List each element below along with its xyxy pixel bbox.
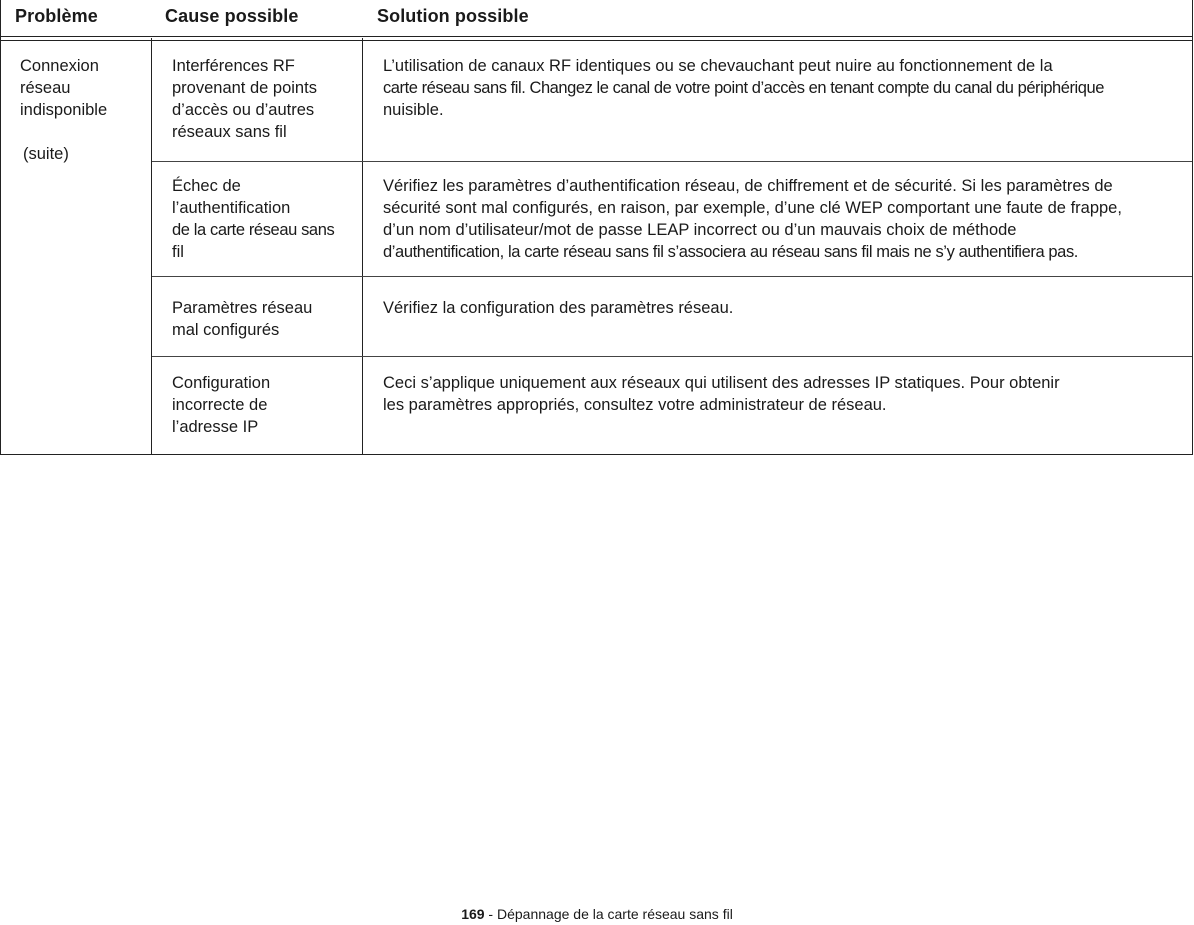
- header-divider-bottom: [1, 40, 1192, 41]
- problem-cell: [20, 55, 107, 121]
- cause-cell-1: Interférences RF provenant de points d’accès ou d’autres réseaux sans fil: [172, 57, 317, 141]
- column-divider-2: [362, 38, 363, 454]
- header-divider-top: [1, 36, 1192, 37]
- problem-line: Connexion: [20, 57, 99, 75]
- header-problem: Problème: [15, 6, 98, 26]
- page-footer: [0, 906, 1194, 922]
- table-header: [1, 0, 1192, 38]
- cause-cell-3: Paramètres réseau mal configurés: [172, 299, 313, 339]
- solution-cell-1: L’utilisation de canaux RF identiques ou se chevauchant peut nuire au fonctionnement de la carte réseau sans fil. Changez le canal de votre point d’accès en tenant compte du canal du périphérique nuisible.: [383, 57, 1104, 119]
- problem-line: réseau: [20, 79, 71, 97]
- row-divider-2: [152, 276, 1192, 277]
- header-cause: Cause possible: [165, 6, 299, 26]
- footer-text: - Dépannage de la carte réseau sans fil: [484, 906, 733, 922]
- cause-cell-2: Échec de l’authentification de la carte réseau sans fil: [172, 177, 335, 261]
- header-solution: Solution possible: [377, 6, 529, 26]
- problem-line: indisponible: [20, 101, 108, 119]
- solution-cell-2: Vérifiez les paramètres d’authentification réseau, de chiffrement et de sécurité. Si les paramètres de sécurité sont mal configurés, en raison, par exemple, d’une clé WEP comportant une faute de frappe, d’un nom d’utilisateur/mot de passe LEAP incorrect ou d’un mauvais choix de méthode d’authentification, la carte réseau sans fil s’associera au réseau sans fil mais ne s’y authentifiera pas.: [383, 177, 1122, 261]
- page-number: 169: [461, 906, 485, 922]
- solution-cell-4: Ceci s’applique uniquement aux réseaux qui utilisent des adresses IP statiques. Pour obtenir les paramètres appropriés, consultez votre administrateur de réseau.: [383, 374, 1060, 414]
- column-divider-1: [151, 38, 152, 454]
- row-divider-3: [152, 356, 1192, 357]
- row-divider-1: [152, 161, 1192, 162]
- solution-cell-3: Vérifiez la configuration des paramètres réseau.: [383, 299, 734, 317]
- troubleshooting-table: [0, 0, 1193, 455]
- cause-cell-4: Configuration incorrecte de l’adresse IP: [172, 374, 271, 436]
- problem-suite: (suite): [23, 145, 69, 163]
